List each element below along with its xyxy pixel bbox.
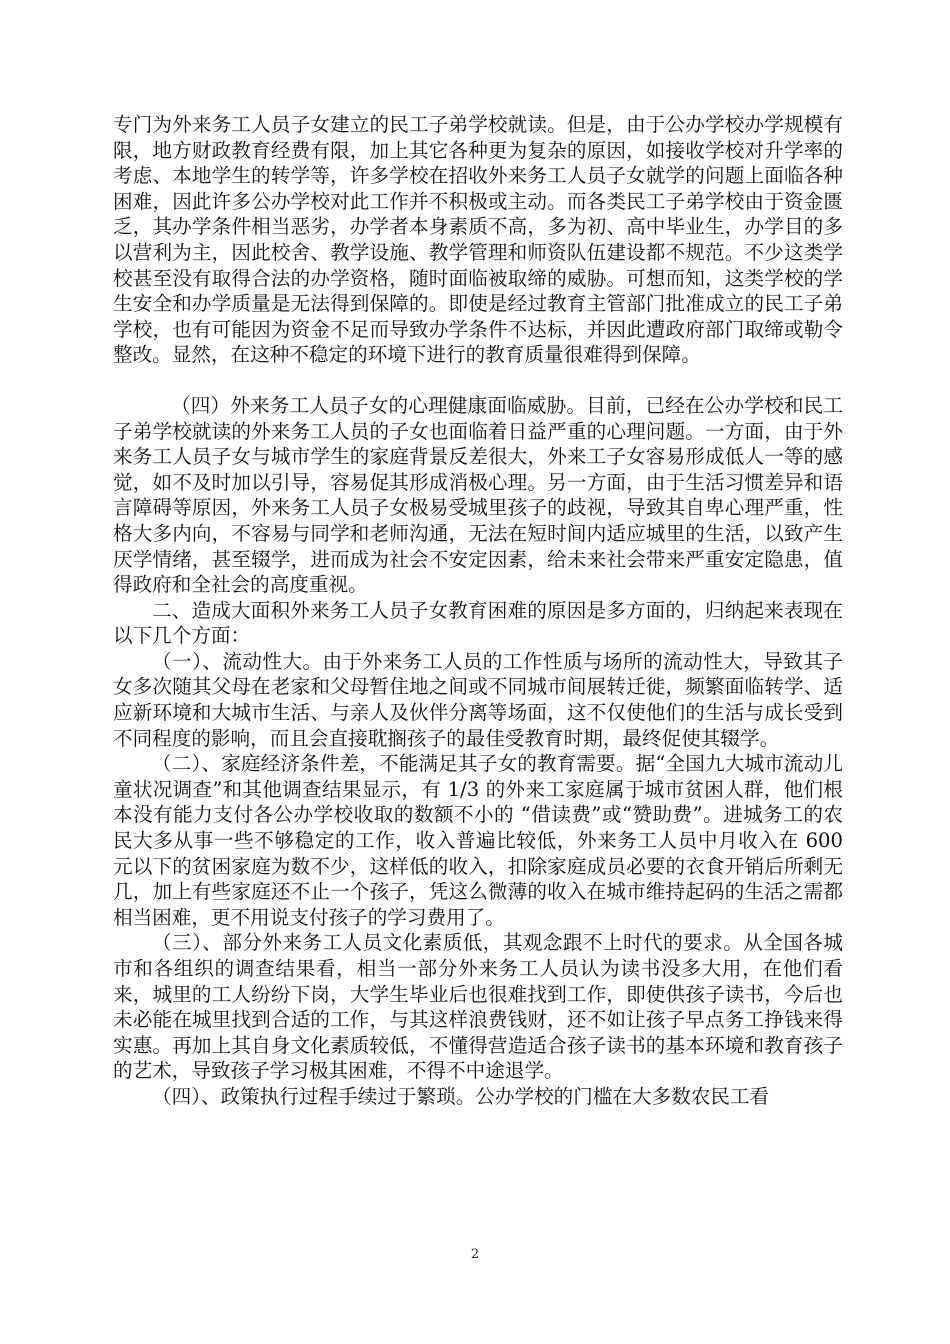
paragraph-cause-mobility: （一）、流动性大。由于外来务工人员的工作性质与场所的流动性大，导致其子女多次随其父母在老家和父母暂住地之间或不同城市间展转迁徙，频繁面临转学、适应新环境和大城市生活、与亲人及伙伴分离等场面，这不仅使他们的生活与成长受到不同程度的影响，而且会直接耽搁孩子的最佳受教育时期，最终促使其辍学。 — [113, 649, 843, 750]
page-number: 2 — [470, 1247, 480, 1262]
document-body — [113, 112, 843, 1110]
paragraph-continuation: 专门为外来务工人员子女建立的民工子弟学校就读。但是，由于公办学校办学规模有限，地方财政教育经费有限，加上其它各种更为复杂的原因，如接收学校对升学率的考虑、本地学生的转学等，许多学校在招收外来务工人员子女就学的问题上面临各种困难，因此许多公办学校对此工作并不积极或主动。而各类民工子弟学校由于资金匮乏，其办学条件相当恶劣，办学者本身素质不高，多为初、高中毕业生，办学目的多以营利为主，因此校舍、教学设施、教学管理和师资队伍建设都不规范。不少这类学校甚至没有取得合法的办学资格，随时面临被取缔的威胁。可想而知，这类学校的学生安全和办学质量是无法得到保障的。即使是经过教育主管部门批准成立的民工子弟学校，也有可能因为资金不足而导致办学条件不达标，并因此遭政府部门取缔或勒令整改。显然，在这种不稳定的环境下进行的教育质量很难得到保障。 — [113, 113, 843, 367]
paragraph-cause-policy: （四）、政策执行过程手续过于繁琐。公办学校的门槛在大多数农民工看 — [152, 1084, 770, 1108]
paragraph-cause-education-level: （三）、部分外来务工人员文化素质低，其观念跟不上时代的要求。从全国各城市和各组织的调查结果看，相当一部分外来务工人员认为读书没多大用，在他们看来，城里的工人纷纷下岗，大学生毕业后也很难找到工作，即使供孩子读书，今后也未必能在城里找到合适的工作，与其这样浪费钱财，还不如让孩子早点务工挣钱来得实惠。再加上其自身文化素质较低，不懂得营造适合孩子读书的基本环境和教育孩子的艺术，导致孩子学习极其困难，不得不中途退学。 — [113, 931, 843, 1083]
paragraph-section-4-psychology: （四）外来务工人员子女的心理健康面临威胁。目前，已经在公办学校和民工子弟学校就读的外来务工人员的子女也面临着日益严重的心理问题。一方面，由于外来务工人员子女与城市学生的家庭背景反差很大，外来工子女容易形成低人一等的感觉，如不及时加以引导，容易促其形成消极心理。另一方面，由于生活习惯差异和语言障碍等原因，外来务工人员子女极易受城里孩子的歧视，导致其自卑心理严重，性格大多内向，不容易与同学和老师沟通，无法在短时间内适应城里的生活，以致产生厌学情绪，甚至辍学，进而成为社会不安定因素，给未来社会带来严重安定隐患，值得政府和全社会的高度重视。 — [113, 393, 843, 597]
paragraph-cause-economy: （二）、家庭经济条件差，不能满足其子女的教育需要。据“全国九大城市流动儿童状况调查”和其他调查结果显示，有 1/3 的外来工家庭属于城市贫困人群，他们根本没有能力支付各公办学校收取的数额不小的 “借读费”或“赞助费”。进城务工的农民大多从事一些不够稳定的工作，收入普遍比较低，外来务工人员中月收入在 600 元以下的贫困家庭为数不少，这样低的收入，扣除家庭成员必要的衣食开销后所剩无几，加上有些家庭还不止一个孩子，凭这么微薄的收入在城市维持起码的生活之需都相当困难，更不用说支付孩子的学习费用了。 — [113, 752, 843, 929]
paragraph-causes-intro: 二、造成大面积外来务工人员子女教育困难的原因是多方面的，归纳起来表现在以下几个方面： — [113, 598, 843, 648]
